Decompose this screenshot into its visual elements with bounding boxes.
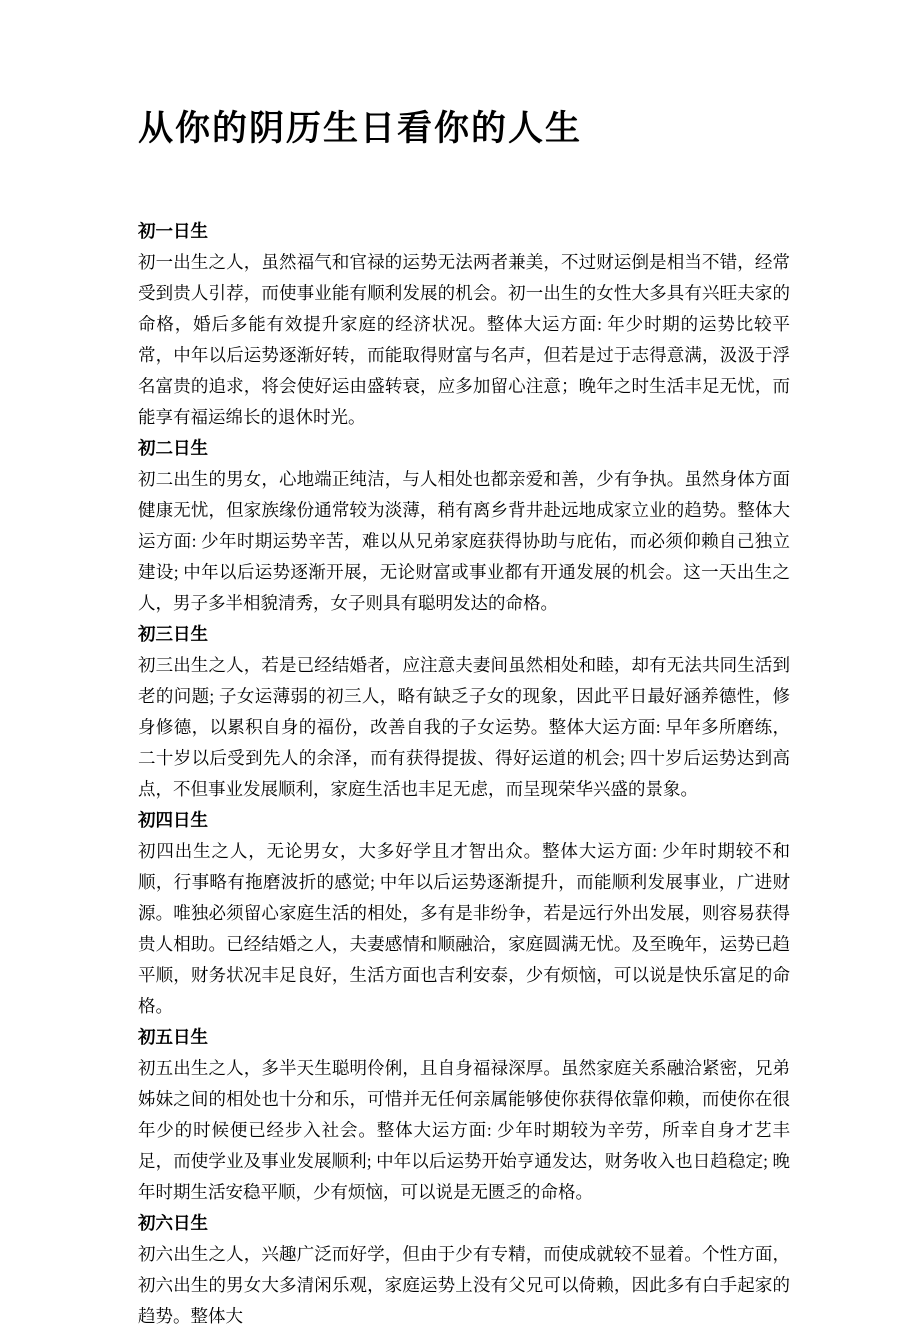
section-heading: 初三日生: [138, 624, 208, 644]
section-day-1: [138, 216, 790, 433]
section-heading: 初六日生: [138, 1213, 208, 1233]
section-body: 初三出生之人，若是已经结婚者，应注意夫妻间虽然相处和睦，却有无法共同生活到老的问题; 子女运薄弱的初三人，略有缺乏子女的现象，因此平日最好涵养德性，修身修德，以累积自身的福份，改善自我的子女运势。整体大运方面: 早年多所磨练，二十岁以后受到先人的余泽，而有获得提拔、得好运道的机会; 四十岁后运势达到高点，不但事业发展顺利，家庭生活也丰足无虑，而呈现荣华兴盛的景象。: [138, 655, 790, 799]
section-heading: 初四日生: [138, 810, 208, 830]
section-body: 初五出生之人，多半天生聪明伶俐，且自身福禄深厚。虽然家庭关系融洽紧密，兄弟姊妹之间的相处也十分和乐，可惜并无任何亲属能够使你获得依靠仰赖，而使你在很年少的时候便已经步入社会。整体大运方面: 少年时期较为辛劳，所幸自身才艺丰足，而使学业及事业发展顺利; 中年以后运势开始亨通发达，财务收入也日趋稳定; 晚年时期生活安稳平顺，少有烦恼，可以说是无匮乏的命格。: [138, 1058, 790, 1202]
section-body: 初二出生的男女，心地端正纯洁，与人相处也都亲爱和善，少有争执。虽然身体方面健康无忧，但家族缘份通常较为淡薄，稍有离乡背井赴远地成家立业的趋势。整体大运方面: 少年时期运势辛苦，难以从兄弟家庭获得协助与庇佑，而必须仰赖自己独立建设; 中年以后运势逐渐开展，无论财富或事业都有开通发展的机会。这一天出生之人，男子多半相貌清秀，女子则具有聪明发达的命格。: [138, 469, 790, 613]
section-day-5: [138, 1022, 790, 1208]
section-body: 初一出生之人，虽然福气和官禄的运势无法两者兼美，不过财运倒是相当不错，经常受到贵人引荐，而使事业能有顺利发展的机会。初一出生的女性大多具有兴旺夫家的命格，婚后多能有效提升家庭的经济状况。整体大运方面: 年少时期的运势比较平常，中年以后运势逐渐好转，而能取得财富与名声，但若是过于志得意满，汲汲于浮名富贵的追求，将会使好运由盛转衰，应多加留心注意；晚年之时生活丰足无忧，而能享有福运绵长的退休时光。: [138, 252, 790, 427]
section-day-6: [138, 1208, 790, 1332]
section-body: 初四出生之人，无论男女，大多好学且才智出众。整体大运方面: 少年时期较不和顺，行事略有拖磨波折的感觉; 中年以后运势逐渐提升，而能顺利发展事业，广进财源。唯独必须留心家庭生活的相处，多有是非纷争，若是远行外出发展，则容易获得贵人相助。已经结婚之人，夫妻感情和顺融洽，家庭圆满无忧。及至晚年，运势已趋平顺，财务状况丰足良好，生活方面也吉利安泰，少有烦恼，可以说是快乐富足的命格。: [138, 841, 790, 1016]
section-heading: 初一日生: [138, 221, 208, 241]
section-day-3: [138, 619, 790, 805]
page-title: 从你的阴历生日看你的人生: [138, 109, 583, 148]
section-day-4: [138, 805, 790, 1022]
section-day-2: [138, 433, 790, 619]
section-body: 初六出生之人，兴趣广泛而好学，但由于少有专精，而使成就较不显着。个性方面，初六出生的男女大多清闲乐观，家庭运势上没有父兄可以倚赖，因此多有白手起家的趋势。整体大: [138, 1244, 790, 1326]
section-heading: 初五日生: [138, 1027, 208, 1047]
section-heading: 初二日生: [138, 438, 208, 458]
